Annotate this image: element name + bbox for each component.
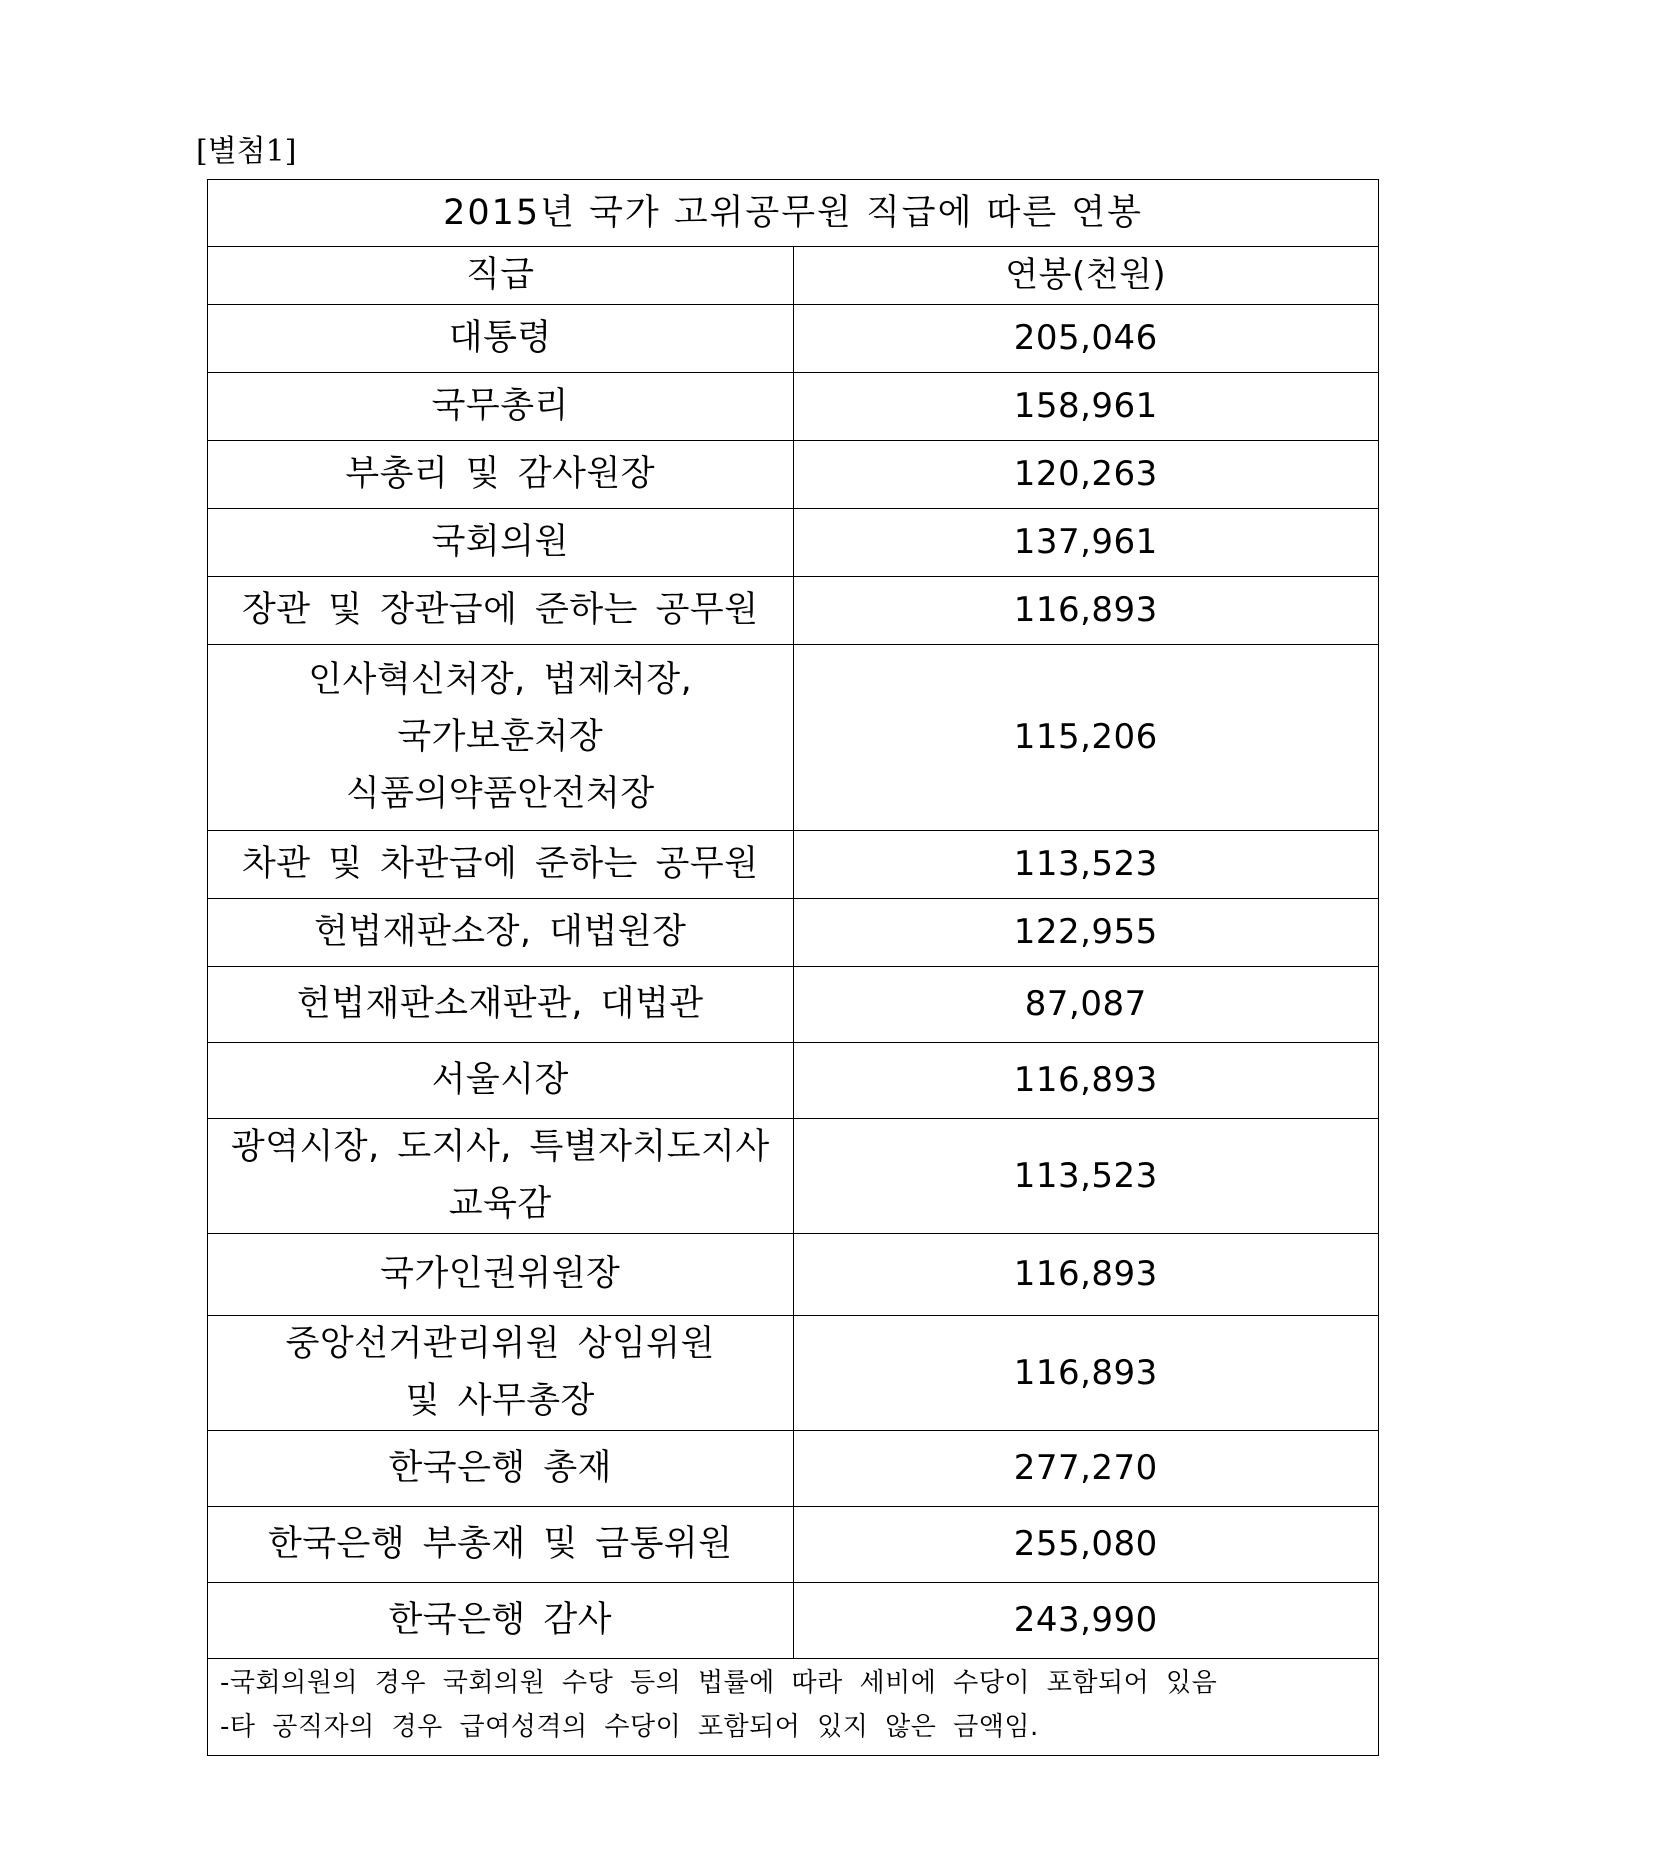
- grade-cell: [208, 967, 794, 1043]
- grade-line: 국가보훈처장: [397, 717, 604, 757]
- table-row: [208, 831, 1379, 899]
- table-title: 2015년 국가 고위공무원 직급에 따른 연봉: [208, 180, 1379, 247]
- table-row: [208, 967, 1379, 1043]
- salary-header: 연봉(천원): [793, 247, 1379, 305]
- table-row: [208, 899, 1379, 967]
- salary-cell: 205,046: [793, 305, 1379, 373]
- table-row: [208, 1316, 1379, 1431]
- table-row: [208, 373, 1379, 441]
- grade-cell: [208, 509, 794, 577]
- grade-cell: [208, 1316, 794, 1431]
- grade-cell: [208, 305, 794, 373]
- grade-line: 및 사무총장: [405, 1381, 595, 1421]
- grade-cell: [208, 899, 794, 967]
- grade-cell: [208, 831, 794, 899]
- table-title-row: [208, 180, 1379, 247]
- salary-cell: 116,893: [793, 1043, 1379, 1119]
- table-row: [208, 1507, 1379, 1583]
- grade-line: 한국은행 부총재 및 금통위원: [267, 1524, 733, 1564]
- grade-line: 중앙선거관리위원 상임위원: [285, 1324, 715, 1364]
- grade-cell: [208, 373, 794, 441]
- grade-cell: [208, 1043, 794, 1119]
- grade-cell: [208, 441, 794, 509]
- grade-cell: [208, 1507, 794, 1583]
- table-row: [208, 1583, 1379, 1659]
- grade-line: 교육감: [448, 1184, 552, 1224]
- salary-cell: 87,087: [793, 967, 1379, 1043]
- table-row: [208, 577, 1379, 645]
- grade-line: 헌법재판소장, 대법원장: [314, 912, 687, 952]
- salary-cell: 120,263: [793, 441, 1379, 509]
- grade-line: 국무총리: [431, 386, 569, 426]
- attachment-label: [별첨1]: [196, 134, 297, 169]
- salary-cell: 158,961: [793, 373, 1379, 441]
- table-row: [208, 1119, 1379, 1234]
- grade-cell: [208, 1583, 794, 1659]
- grade-line: 한국은행 감사: [388, 1600, 612, 1640]
- grade-line: 국가인권위원장: [380, 1254, 621, 1294]
- salary-cell: 277,270: [793, 1431, 1379, 1507]
- grade-header: 직급: [208, 247, 794, 305]
- salary-cell: 116,893: [793, 577, 1379, 645]
- table-header-row: [208, 247, 1379, 305]
- table-row: [208, 1234, 1379, 1316]
- salary-cell: 116,893: [793, 1234, 1379, 1316]
- grade-line: 서울시장: [431, 1060, 569, 1100]
- grade-line: 대통령: [448, 318, 552, 358]
- footnote: -국회의원의 경우 국회의원 수당 등의 법률에 따라 세비에 수당이 포함되어 있음: [220, 1668, 1218, 1698]
- grade-cell: [208, 577, 794, 645]
- salary-cell: 243,990: [793, 1583, 1379, 1659]
- table-row: [208, 441, 1379, 509]
- grade-cell: [208, 1431, 794, 1507]
- notes-cell: [208, 1659, 1379, 1756]
- salary-cell: 137,961: [793, 509, 1379, 577]
- grade-line: 인사혁신처장, 법제처장,: [308, 660, 693, 700]
- table-row: [208, 645, 1379, 831]
- grade-line: 부총리 및 감사원장: [345, 454, 656, 494]
- table-row: [208, 509, 1379, 577]
- table-row: [208, 1043, 1379, 1119]
- grade-cell: [208, 645, 794, 831]
- grade-line: 장관 및 장관급에 준하는 공무원: [241, 590, 759, 630]
- grade-line: 차관 및 차관급에 준하는 공무원: [241, 844, 759, 884]
- salary-cell: 113,523: [793, 1119, 1379, 1234]
- salary-cell: 122,955: [793, 899, 1379, 967]
- table-row: [208, 305, 1379, 373]
- salary-cell: 255,080: [793, 1507, 1379, 1583]
- grade-line: 한국은행 총재: [388, 1448, 612, 1488]
- grade-cell: [208, 1234, 794, 1316]
- salary-table: [207, 179, 1379, 1756]
- grade-line: 국회의원: [431, 522, 569, 562]
- notes-row: [208, 1659, 1379, 1756]
- grade-line: 식품의약품안전처장: [345, 774, 655, 814]
- grade-line: 광역시장, 도지사, 특별자치도지사: [230, 1127, 770, 1167]
- footnote: -타 공직자의 경우 급여성격의 수당이 포함되어 있지 않은 금액임.: [220, 1712, 1039, 1742]
- table-row: [208, 1431, 1379, 1507]
- salary-cell: 115,206: [793, 645, 1379, 831]
- grade-cell: [208, 1119, 794, 1234]
- salary-cell: 116,893: [793, 1316, 1379, 1431]
- salary-cell: 113,523: [793, 831, 1379, 899]
- grade-line: 헌법재판소재판관, 대법관: [296, 984, 704, 1024]
